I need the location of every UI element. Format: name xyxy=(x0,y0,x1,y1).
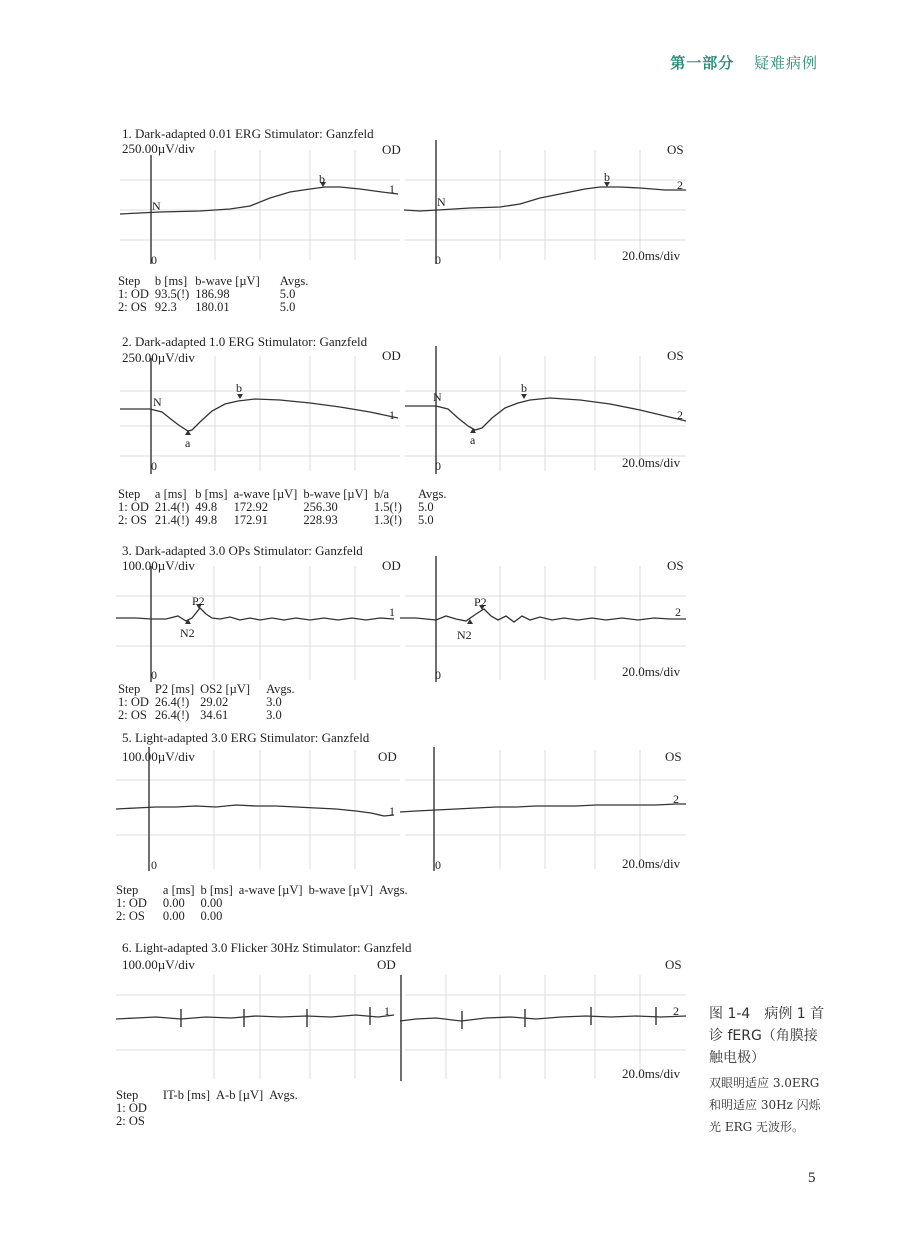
section-6-os-trace-number: 2 xyxy=(673,1004,679,1018)
section-5-od-trace-number: 1 xyxy=(389,804,395,818)
section-1-scale: 250.00µV/div xyxy=(122,141,195,156)
section-1-od-b-label: b xyxy=(319,172,325,186)
section-5-scale: 100.00µV/div xyxy=(122,749,195,764)
section-2-os-label: OS xyxy=(667,348,684,363)
section-2-os-zero: 0 xyxy=(435,459,441,473)
section-2-time-scale: 20.0ms/div xyxy=(622,455,681,470)
section-2-os-b-label: b xyxy=(521,381,527,395)
section-3-od-zero: 0 xyxy=(151,668,157,682)
section-1-od-zero: 0 xyxy=(151,253,157,267)
section-6-title: 6. Light-adapted 3.0 Flicker 30Hz Stimulator: Ganzfeld xyxy=(122,940,412,955)
section-5-os-trace-number: 2 xyxy=(673,792,679,806)
table-header-row: Step IT-b [ms] A-b [µV] Avgs. xyxy=(116,1088,298,1102)
table-row: 1: OD 0.00 0.00 xyxy=(116,896,223,910)
table-row: 2: OS 0.00 0.00 xyxy=(116,909,223,923)
section-2-od-a-label: a xyxy=(185,436,191,450)
section-5-title: 5. Light-adapted 3.0 ERG Stimulator: Ganzfeld xyxy=(122,730,370,745)
figure-caption-title: 图 1-4 病例 1 首诊 fERG（角膜接触电极） xyxy=(709,1006,825,1066)
section-3-os-n2-label: N2 xyxy=(457,628,472,642)
section-1-od-trace-number: 1 xyxy=(389,182,395,196)
section-2-os-a-label: a xyxy=(470,433,476,447)
section-6-os-trace xyxy=(400,1016,686,1021)
section-5-os-trace xyxy=(400,804,686,812)
running-header xyxy=(670,52,818,73)
section-5-od-zero: 0 xyxy=(151,858,157,872)
section-1-table xyxy=(118,275,314,314)
table-header-row: Step a [ms] b [ms] a-wave [µV] b-wave [µV] b/a Avgs. xyxy=(118,487,447,501)
header-part: 第一部分 xyxy=(670,54,735,72)
section-3-od-trace xyxy=(116,608,394,621)
section-1-grid xyxy=(120,150,686,260)
section-3-od-trace-number: 1 xyxy=(389,605,395,619)
section-2-od-b-label: b xyxy=(236,381,242,395)
table-header-row: Step a [ms] b [ms] a-wave [µV] b-wave [µV] Avgs. xyxy=(116,883,408,897)
section-3-os-label: OS xyxy=(667,558,684,573)
section-3-title: 3. Dark-adapted 3.0 OPs Stimulator: Ganzfeld xyxy=(122,543,363,558)
section-1-os-label: OS xyxy=(667,142,684,157)
section-1-time-scale: 20.0ms/div xyxy=(622,248,681,263)
section-2-scale: 250.00µV/div xyxy=(122,350,195,365)
table-row: 1: OD xyxy=(116,1101,147,1115)
section-2-os-trace-number: 2 xyxy=(677,408,683,422)
section-3-os-trace xyxy=(400,609,686,622)
table-row: 2: OS 21.4(!) 49.8 172.91 228.93 1.3(!) 5.0 xyxy=(118,513,434,527)
page-number: 5 xyxy=(808,1170,816,1186)
section-6-plot xyxy=(116,955,690,1083)
section-3-plot xyxy=(116,556,690,684)
section-1-plot xyxy=(120,140,690,265)
section-2-table xyxy=(118,488,453,527)
section-5-od-label: OD xyxy=(378,749,397,764)
table-row: 1: OD 26.4(!) 29.02 3.0 xyxy=(118,695,282,709)
section-3-od-p2-label: P2 xyxy=(192,594,205,608)
table-header-row: Step P2 [ms] OS2 [µV] Avgs. xyxy=(118,682,295,696)
table-row: 1: OD 21.4(!) 49.8 172.92 256.30 1.5(!) 5.0 xyxy=(118,500,434,514)
section-6-os-label: OS xyxy=(665,957,682,972)
section-6-scale: 100.00µV/div xyxy=(122,957,195,972)
section-5-os-zero: 0 xyxy=(435,858,441,872)
section-3-os-p2-label: P2 xyxy=(474,595,487,609)
section-1-os-n-label: N xyxy=(437,195,446,209)
section-3-os-zero: 0 xyxy=(435,668,441,682)
section-3-od-label: OD xyxy=(382,558,401,573)
section-2-od-zero: 0 xyxy=(151,459,157,473)
section-1-os-b-label: b xyxy=(604,170,610,184)
table-header-row: Step b [ms] b-wave [µV] Avgs. xyxy=(118,274,309,288)
section-5-table xyxy=(116,884,414,923)
section-5-os-label: OS xyxy=(665,749,682,764)
section-2-os-n-label: N xyxy=(433,390,442,404)
section-1-os-zero: 0 xyxy=(435,253,441,267)
section-2-plot xyxy=(120,346,690,476)
section-5-plot xyxy=(116,745,690,873)
section-1-os-trace-number: 2 xyxy=(677,178,683,192)
section-5-od-trace xyxy=(116,805,394,816)
section-3-od-n2-label: N2 xyxy=(180,626,195,640)
table-row: 2: OS 26.4(!) 34.61 3.0 xyxy=(118,708,282,722)
section-6-od-trace xyxy=(116,1015,394,1019)
header-title: 疑难病例 xyxy=(753,54,818,72)
section-6-od-trace-number: 1 xyxy=(384,1004,390,1018)
section-1-od-n-label: N xyxy=(152,199,161,213)
section-5-time-scale: 20.0ms/div xyxy=(622,856,681,871)
section-3-os-trace-number: 2 xyxy=(675,605,681,619)
table-row: 2: OS 92.3 180.01 5.0 xyxy=(118,300,296,314)
table-row: 2: OS xyxy=(116,1114,145,1128)
section-3-table xyxy=(118,683,301,722)
section-6-time-scale: 20.0ms/div xyxy=(622,1066,681,1081)
section-1-title: 1. Dark-adapted 0.01 ERG Stimulator: Ganzfeld xyxy=(122,126,374,141)
section-1-od-label: OD xyxy=(382,142,401,157)
section-6-table xyxy=(116,1089,304,1128)
section-2-od-label: OD xyxy=(382,348,401,363)
figure-caption-body: 双眼明适应 3.0ERG 和明适应 30Hz 闪烁光 ERG 无波形。 xyxy=(709,1076,821,1134)
section-2-od-n-label: N xyxy=(153,395,162,409)
section-6-od-label: OD xyxy=(377,957,396,972)
table-row: 1: OD 93.5(!) 186.98 5.0 xyxy=(118,287,296,301)
section-2-title: 2. Dark-adapted 1.0 ERG Stimulator: Ganzfeld xyxy=(122,334,368,349)
section-3-time-scale: 20.0ms/div xyxy=(622,664,681,679)
section-2-od-trace-number: 1 xyxy=(389,408,395,422)
section-3-scale: 100.00µV/div xyxy=(122,558,195,573)
